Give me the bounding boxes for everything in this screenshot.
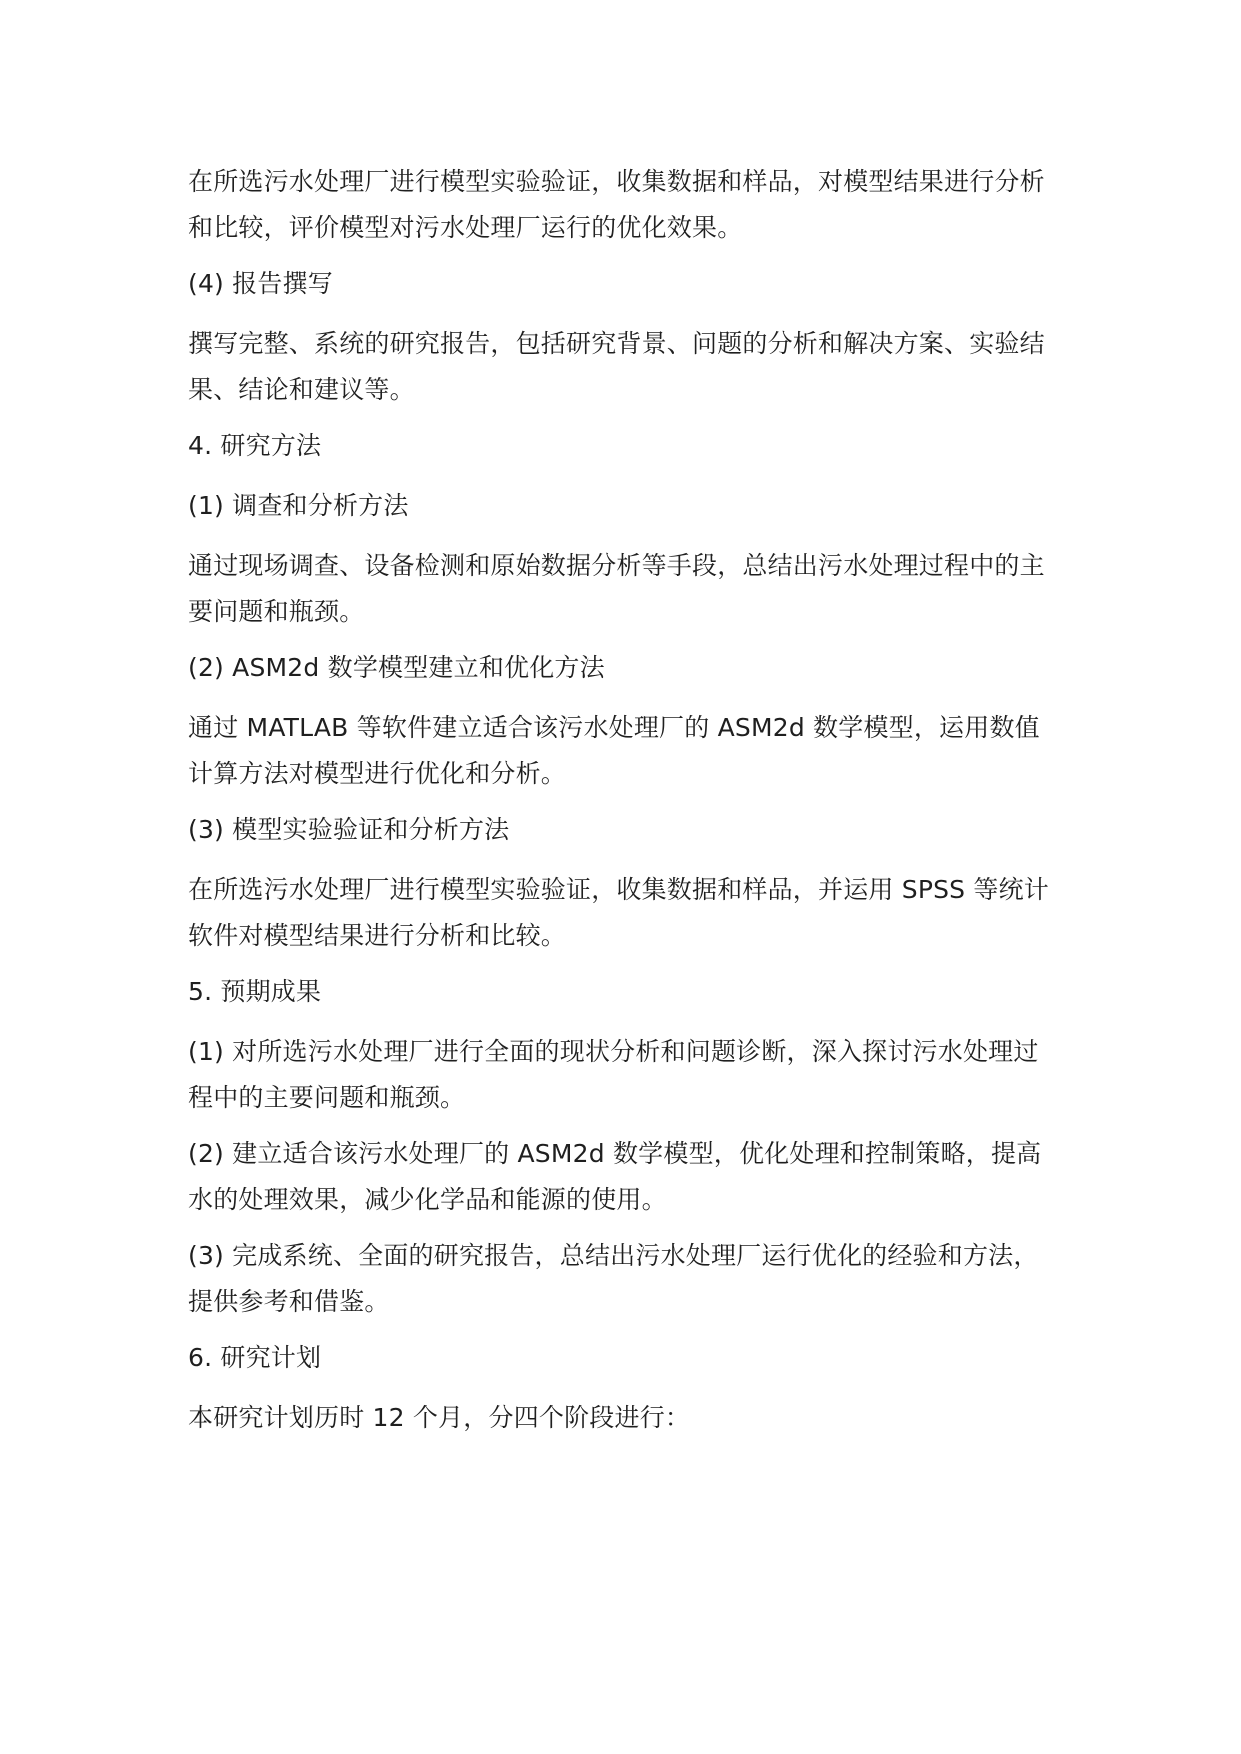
- expected-result-item-3: (3) 完成系统、全面的研究报告，总结出污水处理厂运行优化的经验和方法，提供参考和借鉴。: [188, 1241, 1039, 1316]
- heading-model-validation-method: (3) 模型实验验证和分析方法: [188, 815, 510, 844]
- paragraph-report-writing: 撰写完整、系统的研究报告，包括研究背景、问题的分析和解决方案、实验结果、结论和建议等。: [188, 329, 1045, 404]
- section-heading-research-methods: 4. 研究方法: [188, 431, 322, 460]
- paragraph-model-validation-method: 在所选污水处理厂进行模型实验验证，收集数据和样品，并运用 SPSS 等统计软件对模型结果进行分析和比较。: [188, 875, 1049, 950]
- section-heading-expected-results: 5. 预期成果: [188, 977, 322, 1006]
- paragraph-research-plan: 本研究计划历时 12 个月，分四个阶段进行：: [188, 1403, 691, 1432]
- expected-result-item-1: (1) 对所选污水处理厂进行全面的现状分析和问题诊断，深入探讨污水处理过程中的主要问题和瓶颈。: [188, 1037, 1039, 1112]
- heading-asm2d-model: (2) ASM2d 数学模型建立和优化方法: [188, 653, 605, 682]
- heading-survey-analysis: (1) 调查和分析方法: [188, 491, 409, 520]
- heading-report-writing: (4) 报告撰写: [188, 269, 333, 298]
- paragraph-model-validation: 在所选污水处理厂进行模型实验验证，收集数据和样品，对模型结果进行分析和比较，评价模型对污水处理厂运行的优化效果。: [188, 167, 1045, 242]
- paragraph-asm2d-model: 通过 MATLAB 等软件建立适合该污水处理厂的 ASM2d 数学模型，运用数值计算方法对模型进行优化和分析。: [188, 713, 1040, 788]
- expected-result-item-2: (2) 建立适合该污水处理厂的 ASM2d 数学模型，优化处理和控制策略，提高水的处理效果，减少化学品和能源的使用。: [188, 1139, 1042, 1214]
- section-heading-research-plan: 6. 研究计划: [188, 1343, 322, 1372]
- paragraph-survey-analysis: 通过现场调查、设备检测和原始数据分析等手段，总结出污水处理过程中的主要问题和瓶颈。: [188, 551, 1045, 626]
